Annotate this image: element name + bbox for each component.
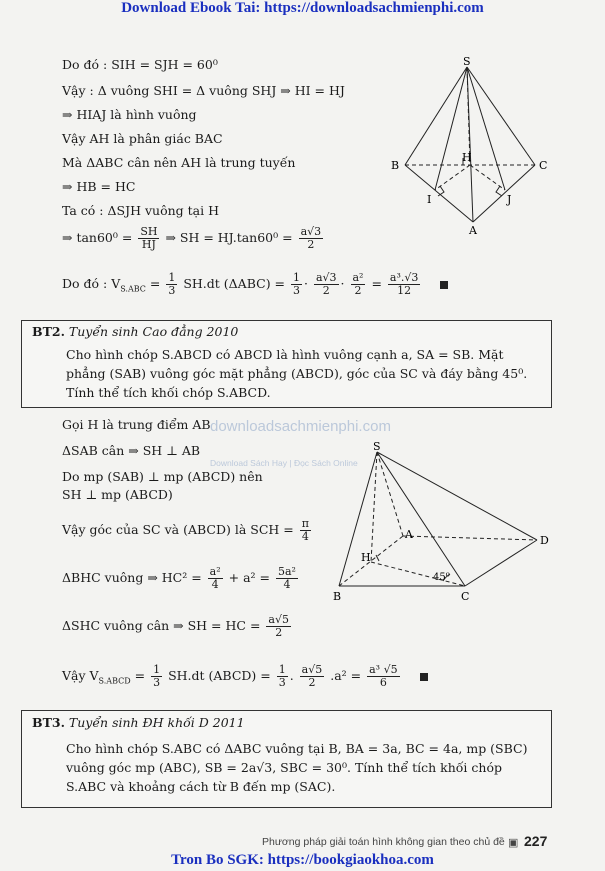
denominator: 3 bbox=[168, 284, 176, 297]
edge-sc bbox=[377, 452, 465, 586]
footer-download-link[interactable]: Tron Bo SGK: https://bookgiaokhoa.com bbox=[171, 852, 434, 868]
label-i: I bbox=[427, 193, 432, 206]
numerator: 1 bbox=[278, 663, 286, 676]
denominator: 4 bbox=[283, 578, 291, 591]
text-line: ⇒ HB = HC bbox=[62, 179, 136, 194]
edge-ad-hidden bbox=[403, 536, 537, 540]
exercise-title bbox=[32, 715, 245, 730]
denominator: 3 bbox=[278, 676, 286, 689]
eq-part: ΔSHC vuông cân ⇒ SH = HC = bbox=[62, 618, 261, 633]
equation-hc-squared bbox=[62, 566, 300, 591]
numerator: a√5 bbox=[268, 613, 289, 626]
fraction bbox=[291, 272, 302, 297]
text-line: ΔSAB cân ⇒ SH ⊥ AB bbox=[62, 443, 201, 458]
numerator: 1 bbox=[168, 271, 176, 284]
edge-sb bbox=[405, 67, 467, 165]
label-h: H bbox=[462, 151, 472, 164]
fraction bbox=[299, 226, 324, 251]
text-line: Vậy : Δ vuông SHI = Δ vuông SHJ ⇒ HI = HJ bbox=[62, 83, 345, 98]
eq-part: .a² = bbox=[330, 668, 362, 683]
watermark-site: downloadsachmienphi.com bbox=[210, 418, 391, 435]
eq-part: + a² = bbox=[228, 570, 270, 585]
fraction bbox=[166, 272, 177, 297]
numerator: a³.√3 bbox=[389, 271, 419, 284]
fraction bbox=[314, 272, 339, 297]
label-b: B bbox=[333, 590, 342, 603]
edge-cd bbox=[465, 540, 537, 586]
watermark-tagline: Download Sách Hay | Đọc Sách Online bbox=[210, 458, 358, 468]
segment-sj bbox=[467, 67, 505, 190]
exercise-box-bt2 bbox=[21, 320, 552, 408]
text-line: Mà ΔABC cân nên AH là trung tuyến bbox=[62, 155, 296, 170]
fraction bbox=[277, 664, 288, 689]
denominator: 3 bbox=[293, 284, 301, 297]
subscript: S.ABC bbox=[120, 284, 146, 294]
denominator: 4 bbox=[301, 530, 309, 543]
fraction bbox=[138, 226, 159, 251]
exercise-title bbox=[32, 324, 238, 339]
header-download-link[interactable]: Download Ebook Tai: https://downloadsachmienphi.com bbox=[121, 0, 484, 16]
numerator: SH bbox=[140, 225, 158, 238]
page-number: 227 bbox=[524, 833, 548, 849]
eq-part: Vậy V bbox=[62, 668, 99, 683]
numerator: a³ √5 bbox=[369, 663, 398, 676]
text-line: ⇒ HIAJ là hình vuông bbox=[62, 107, 197, 122]
exercise-source: Tuyển sinh Cao đẳng 2010 bbox=[68, 324, 239, 339]
label-s: S bbox=[463, 55, 471, 68]
figure-pyramid-sabcd bbox=[325, 440, 560, 605]
right-angle-mark bbox=[376, 555, 379, 561]
denominator: 6 bbox=[379, 676, 387, 689]
segment-si bbox=[435, 67, 467, 190]
fraction bbox=[151, 664, 162, 689]
denominator: 2 bbox=[308, 676, 316, 689]
numerator: 5a² bbox=[277, 565, 296, 578]
exercise-body: Cho hình chóp S.ABCD có ABCD là hình vuông cạnh a, SA = SB. Mặt phẳng (SAB) vuông góc mặt phẳng (ABCD), góc của SC và đáy bằng 45⁰. Tính thể tích khối chóp S.ABCD. bbox=[66, 347, 528, 400]
fraction bbox=[388, 272, 420, 297]
denominator: 4 bbox=[211, 578, 219, 591]
exercise-box-bt3 bbox=[21, 710, 552, 808]
label-s: S bbox=[373, 440, 381, 453]
label-j: J bbox=[507, 193, 512, 206]
exercise-body: Cho hình chóp S.ABC có ΔABC vuông tại B, BA = 3a, BC = 4a, mp (SBC) vuông góc mp (ABC), SB = 2a√3, SBC = 30⁰. Tính thể tích khối chóp S.ABC và khoảng cách từ B đến mp (SAC). bbox=[66, 741, 528, 794]
edge-sb bbox=[339, 452, 377, 586]
qed-square-icon bbox=[440, 281, 448, 289]
numerator: a² bbox=[209, 565, 221, 578]
label-c: C bbox=[461, 590, 470, 603]
label-a: A bbox=[469, 224, 477, 235]
equation-angle bbox=[62, 518, 313, 543]
label-d: D bbox=[540, 534, 549, 547]
numerator: a√5 bbox=[301, 663, 323, 676]
eq-part: ⇒ SH = HJ.tan60⁰ = bbox=[165, 230, 293, 245]
equation-volume-sabc: Do đó : $V_{S.ABC}$ = $\frac{1}{3}$ SH.dt (ΔABC) = $\frac{1}{3}$ · $\frac{a√3}{2}$ · $\frac{\text{a²}}{2}$ = $\frac{\text{a³.√3}}{12}$ bbox=[62, 272, 448, 297]
text-line: Do mp (SAB) ⊥ mp (ABCD) nên bbox=[62, 469, 263, 484]
fraction bbox=[266, 614, 291, 639]
label-angle: 45⁰ bbox=[433, 572, 450, 583]
eq-part: SH.dt (ABCD) = bbox=[168, 668, 271, 683]
fraction bbox=[367, 664, 399, 689]
label-c: C bbox=[539, 159, 548, 172]
equation-tan60 bbox=[62, 226, 325, 251]
exercise-label: BT2. bbox=[32, 324, 65, 339]
text-line: Gọi H là trung điểm AB bbox=[62, 417, 211, 432]
fraction bbox=[300, 664, 325, 689]
footer-book-title: Phương pháp giải toán hình không gian theo chủ đề bbox=[262, 836, 505, 848]
equation-sh bbox=[62, 614, 293, 639]
edge-ba-hidden bbox=[339, 536, 403, 586]
eq-part: Vậy góc của SC và (ABCD) là SCH = bbox=[62, 522, 294, 537]
label-h: H bbox=[361, 551, 371, 564]
edge-sc bbox=[467, 67, 535, 165]
exercise-label: BT3. bbox=[32, 715, 65, 730]
numerator: a² bbox=[352, 271, 364, 284]
fraction bbox=[351, 272, 366, 297]
equation-volume-sabcd: Vậy $V_{S.ABCD}$ = $\frac{1}{3}$ SH.dt (ABCD) = $\frac{1}{3}$ . $\frac{a√5}{2}$ .a² = $\frac{\text{a³ √5}}{6}$ bbox=[62, 664, 428, 689]
fraction bbox=[208, 566, 223, 591]
text-line: SH ⊥ mp (ABCD) bbox=[62, 487, 173, 502]
numerator: a√3 bbox=[300, 225, 322, 238]
eq-part: ΔBHC vuông ⇒ HC² = bbox=[62, 570, 202, 585]
denominator: HJ bbox=[141, 238, 156, 251]
eq-part: = bbox=[134, 668, 146, 683]
eq-part: = bbox=[371, 276, 382, 291]
denominator: 2 bbox=[307, 238, 315, 251]
label-a: A bbox=[405, 528, 413, 541]
book-icon: ▣ bbox=[508, 837, 519, 849]
segment-hc bbox=[371, 562, 465, 586]
qed-square-icon bbox=[420, 673, 428, 681]
eq-part: ⇒ tan60⁰ = bbox=[62, 230, 133, 245]
fraction bbox=[300, 518, 311, 543]
eq-part: Do đó : V bbox=[62, 276, 121, 291]
edge-sd bbox=[377, 452, 537, 540]
fraction bbox=[276, 566, 298, 591]
numerator: 1 bbox=[153, 663, 161, 676]
denominator: 2 bbox=[275, 626, 283, 639]
eq-part: = bbox=[149, 276, 161, 291]
text-line: Vậy AH là phân giác BAC bbox=[62, 131, 223, 146]
denominator: 3 bbox=[153, 676, 161, 689]
denominator: 12 bbox=[397, 284, 412, 297]
denominator: 2 bbox=[354, 284, 362, 297]
text-line: Ta có : ΔSJH vuông tại H bbox=[62, 203, 219, 218]
numerator: π bbox=[301, 517, 309, 530]
numerator: a√3 bbox=[315, 271, 337, 284]
exercise-source: Tuyển sinh ĐH khối D 2011 bbox=[68, 715, 245, 730]
subscript: S.ABCD bbox=[98, 676, 131, 686]
numerator: 1 bbox=[293, 271, 301, 284]
text-line: Do đó : SIH = SJH = 60⁰ bbox=[62, 57, 218, 72]
eq-part: SH.dt (ΔABC) = bbox=[183, 276, 286, 291]
figure-pyramid-sabc bbox=[385, 55, 560, 235]
label-b: B bbox=[391, 159, 400, 172]
denominator: 2 bbox=[322, 284, 330, 297]
